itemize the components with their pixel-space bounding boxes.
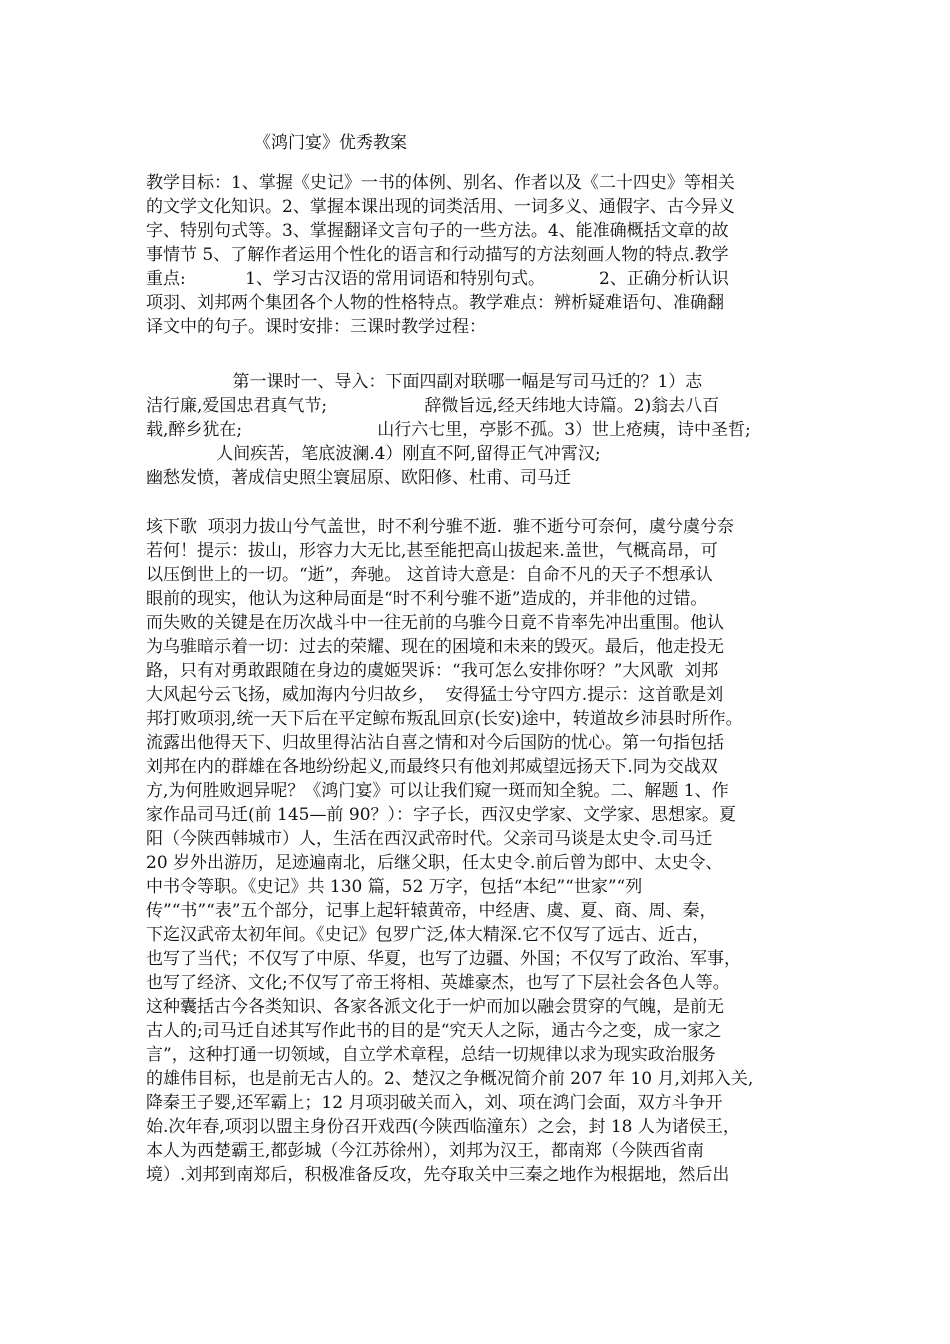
text-line: 20 岁外出游历，足迹遍南北，后继父职，任太史令.前后曾为郎中、太史令、 — [146, 853, 723, 873]
text-line: 流露出他得天下、归故里得沾沾自喜之情和对今后国防的忧心。第一句指包括 — [146, 733, 724, 753]
text-line: 教学目标：1、掌握《史记》一书的体例、别名、作者以及《二十四史》等相关 — [146, 173, 735, 193]
text-line: 降秦王子婴,还军霸上；12 月项羽破关而入，刘、项在鸿门会面，双方斗争开 — [146, 1093, 723, 1113]
text-line: 大风起兮云飞扬，威加海内兮归故乡， 安得猛士兮守四方.提示：这首歌是刘 — [146, 685, 724, 705]
text-line: 眼前的现实，他认为这种局面是“时不利兮骓不逝”造成的，并非他的过错。 — [146, 589, 708, 609]
text-line: 路，只有对勇敢跟随在身边的虞姬哭诉：“我可怎么安排你呀？”大风歌 刘邦 — [146, 661, 719, 681]
text-line: 垓下歌 项羽力拔山兮气盖世，时不利兮骓不逝. 骓不逝兮可奈何，虞兮虞兮奈 — [146, 517, 735, 537]
text-line: 下迄汉武帝太初年间。《史记》包罗广泛,体大精深.它不仅写了远古、近古， — [146, 925, 710, 945]
text-line: 的文学文化知识。2、掌握本课出现的词类活用、一词多义、通假字、古今异义 — [146, 197, 735, 217]
text-line: 刘邦在内的群雄在各地纷纷起义,而最终只有他刘邦威望远扬天下.同为交战双 — [146, 757, 718, 777]
text-line: 第一课时一、导入：下面四副对联哪一幅是写司马迁的？1）志 — [146, 372, 703, 392]
text-line: 以压倒世上的一切。“逝”，奔驰。 这首诗大意是：自命不凡的天子不想承认 — [146, 565, 713, 585]
text-line: 邦打败项羽,统一天下后在平定鲸布叛乱回京(长安)途中，转道故乡沛县时所作。 — [146, 709, 743, 729]
text-line: 古人的;司马迁自述其写作此书的目的是“究天人之际，通古今之变，成一家之 — [146, 1021, 722, 1041]
text-line: 为乌骓暗示着一切：过去的荣耀、现在的困境和未来的毁灭。最后，他走投无 — [146, 637, 724, 657]
text-line: 境）.刘邦到南郑后，积极准备反攻，先夺取关中三秦之地作为根据地，然后出 — [146, 1165, 730, 1185]
document-title: 《鸿门宴》优秀教案 — [254, 133, 407, 153]
text-line: 本人为西楚霸王,都彭城（今江苏徐州），刘邦为汉王，都南郑（今陕西省南 — [146, 1141, 704, 1161]
text-line: 中书令等职。《史记》共 130 篇，52 万字，包括“本纪”“世家”“列 — [146, 877, 643, 897]
text-line: 事情节 5、了解作者运用个性化的语言和行动描写的方法刻画人物的特点.教学 — [146, 245, 729, 265]
text-line: 译文中的句子。课时安排：三课时教学过程： — [146, 317, 486, 337]
text-line: 洁行廉,爱国忠君真气节; 辞微旨远,经天纬地大诗篇。2)翁去八百 — [146, 396, 720, 416]
text-line: 项羽、刘邦两个集团各个人物的性格特点。教学难点：辨析疑难语句、准确翻 — [146, 293, 724, 313]
text-line: 人间疾苦，笔底波澜.4）刚直不阿,留得正气冲霄汉; — [146, 444, 601, 464]
text-line: 而失败的关键是在历次战斗中一往无前的乌骓今日竟不肯率先冲出重围。他认 — [146, 613, 724, 633]
text-line: 字、特别句式等。3、掌握翻译文言句子的一些方法。4、能准确概括文章的故 — [146, 221, 729, 241]
text-line: 这种囊括古今各类知识、各家各派文化于一炉而加以融会贯穿的气魄，是前无 — [146, 997, 724, 1017]
text-line: 阳（今陕西韩城市）人，生活在西汉武帝时代。父亲司马谈是太史令.司马迁 — [146, 829, 713, 849]
text-line: 言”，这种打通一切领域，自立学术章程，总结一切规律以求为现实政治服务 — [146, 1045, 716, 1065]
text-line: 传”“书”“表”五个部分，记事上起轩辕黄帝，中经唐、虞、夏、商、周、秦， — [146, 901, 717, 921]
text-line: 若何！提示：拔山，形容力大无比,甚至能把高山拔起来.盖世，气概高昂，可 — [146, 541, 718, 561]
text-line: 幽愁发愤，著成信史照尘寰屈原、欧阳修、杜甫、司马迁 — [146, 468, 571, 488]
text-line: 重点: 1、学习古汉语的常用词语和特别句式。 2、正确分析认识 — [146, 269, 729, 289]
text-line: 的雄伟目标，也是前无古人的。2、楚汉之争概况简介前 207 年 10 月,刘邦入关, — [146, 1069, 754, 1089]
text-line: 载,醉乡犹在; 山行六七里，亭影不孤。3）世上疮痍，诗中圣哲; — [146, 420, 751, 440]
text-line: 始.次年春,项羽以盟主身份召开戏西(今陕西临潼东）之会，封 18 人为诸侯王， — [146, 1117, 740, 1137]
text-line: 也写了经济、文化;不仅写了帝王将相、英雄豪杰，也写了下层社会各色人等。 — [146, 973, 730, 993]
text-line: 也写了当代；不仅写了中原、华夏，也写了边疆、外国；不仅写了政治、军事， — [146, 949, 741, 969]
text-line: 方,为何胜败迥异呢？《鸿门宴》可以让我们窥一斑而知全貌。二、解题 1、作 — [146, 781, 729, 801]
text-line: 家作品司马迁(前 145—前 90？）：字子长，西汉史学家、文学家、思想家。夏 — [146, 805, 737, 825]
